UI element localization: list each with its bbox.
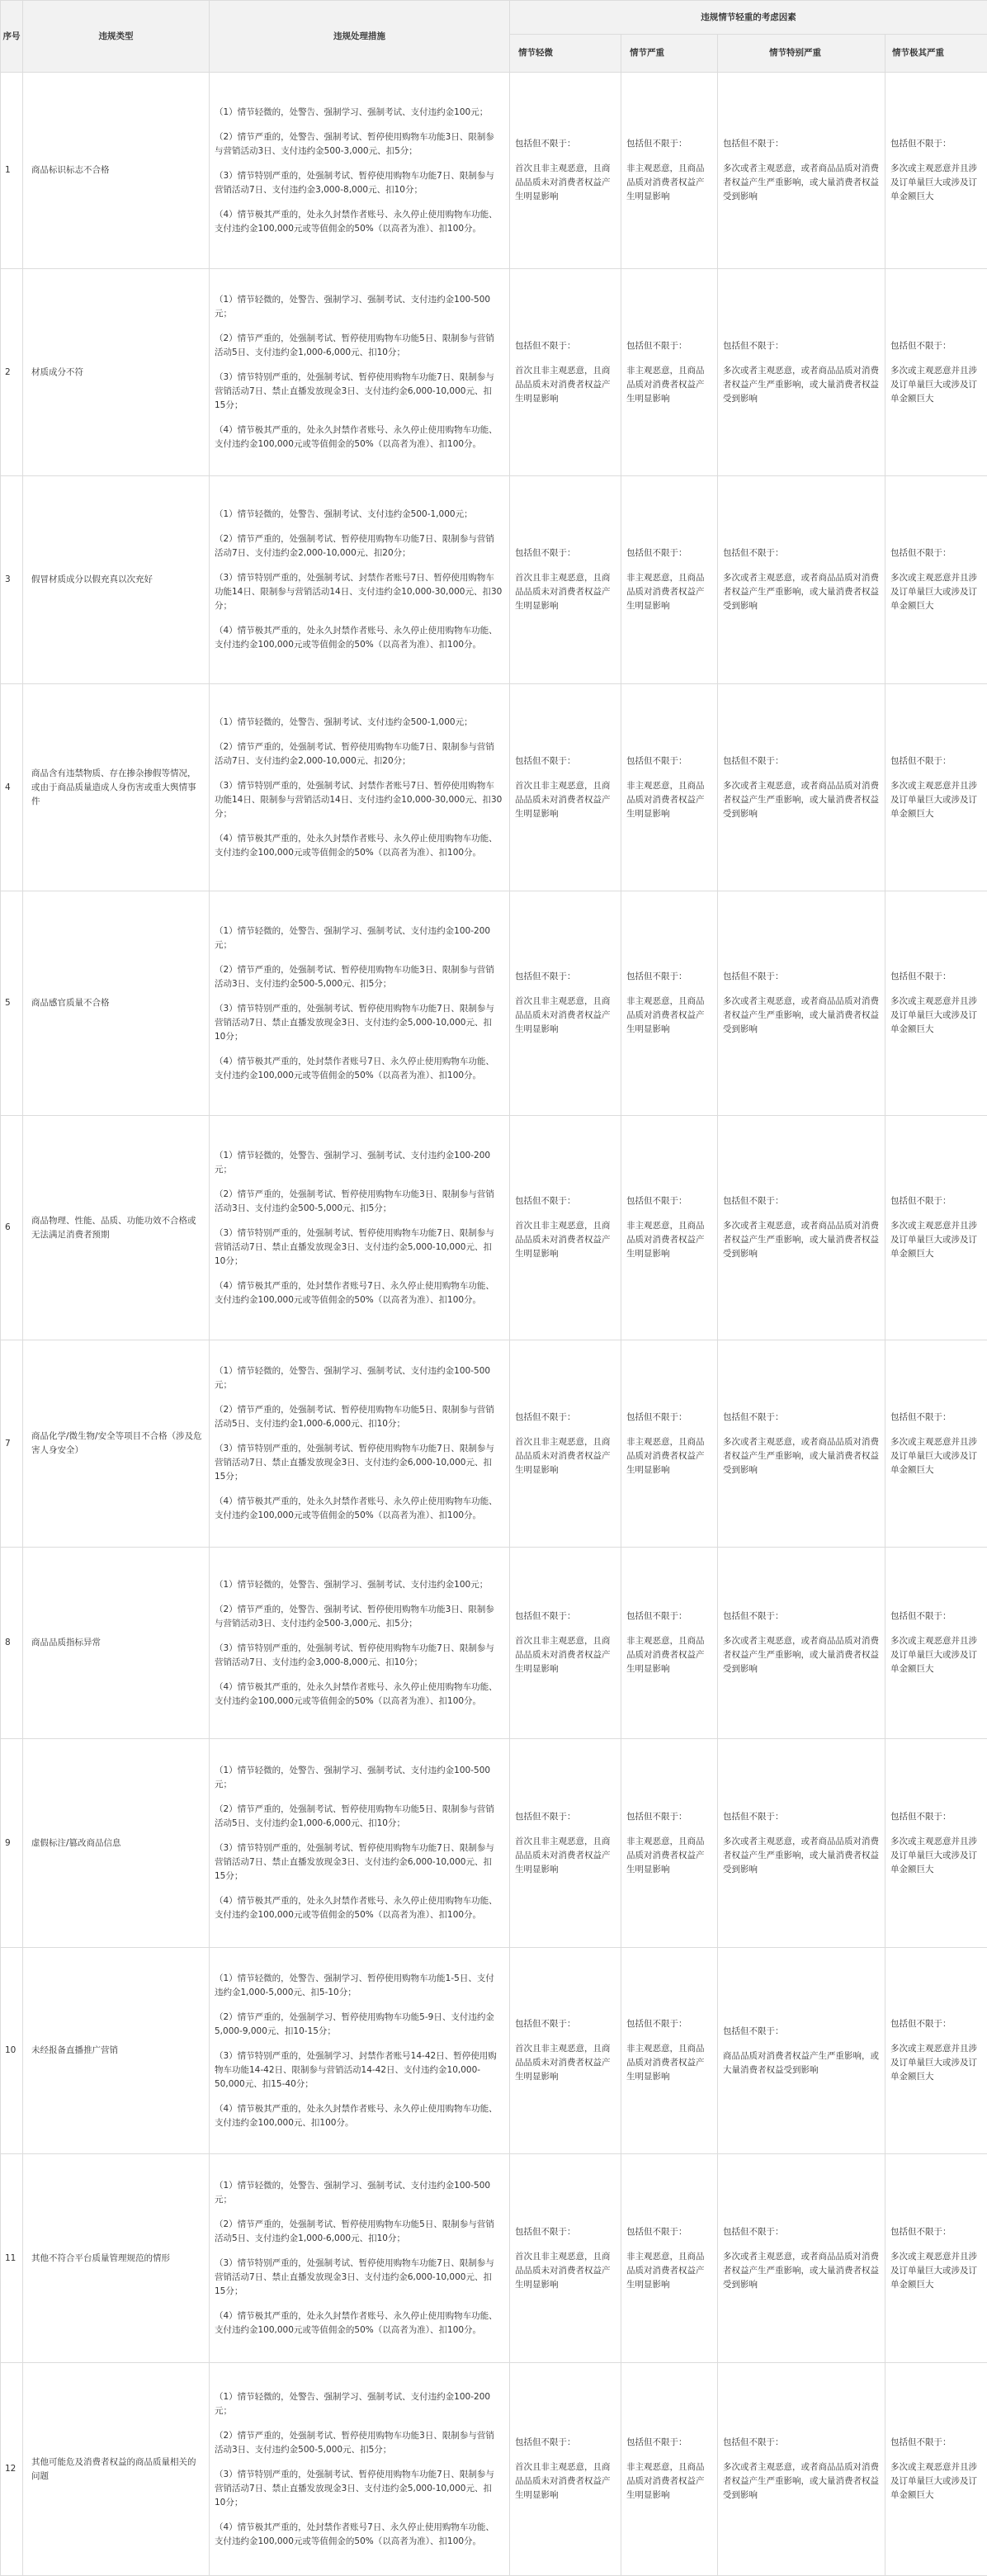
circumstance-extreme-line: 包括但不限于：	[890, 2017, 982, 2031]
circumstance-heavy-line: 包括但不限于：	[626, 1609, 712, 1624]
table-row	[1, 269, 987, 476]
circumstance-light-line: 包括但不限于：	[515, 339, 616, 353]
table-row	[1, 891, 987, 1116]
penalty-measures-line: （1）情节轻微的，处警告、强制学习、暂停使用购物车功能1-5日、支付违约金1,000-5,000元、扣5-10分；	[215, 1972, 503, 2000]
penalty-measures-line: （1）情节轻微的，处警告、强制学习、强制考试、支付违约金100-200元；	[215, 2390, 503, 2418]
penalty-measures	[210, 476, 510, 684]
circumstance-heavy-line: 非主观恶意，且商品品质对消费者权益产生明显影响	[626, 1634, 712, 1676]
penalty-measures-line: （1）情节轻微的，处警告、强制学习、强制考试、支付违约金100元；	[215, 106, 503, 120]
circumstance-light-line: 首次且非主观恶意，且商品品质未对消费者权益产生明显影响	[515, 364, 616, 406]
circumstance-special-line: 多次或者主观恶意，或者商品品质对消费者权益产生严重影响，或大量消费者权益受到影响	[723, 2250, 880, 2292]
circumstance-extreme	[885, 269, 987, 476]
circumstance-heavy-line: 包括但不限于：	[626, 339, 712, 353]
circumstance-extreme-line: 多次或主观恶意并且涉及订单量巨大或涉及订单金额巨大	[890, 1634, 982, 1676]
penalty-measures	[210, 2154, 510, 2363]
circumstance-extreme-line: 多次或主观恶意并且涉及订单量巨大或涉及订单金额巨大	[890, 2460, 982, 2503]
circumstance-heavy	[621, 891, 718, 1116]
penalty-measures-line: （4）情节极其严重的，处封禁作者账号7日、永久停止使用购物车功能、支付违约金100,000元或等值佣金的50%（以高者为准）、扣100分。	[215, 1055, 503, 1083]
penalty-measures-line: （3）情节特别严重的，处强制考试、暂停使用购物车功能7日、限制参与营销活动7日、禁止直播发放现金3日、支付违约金6,000-10,000元、扣15分；	[215, 1841, 503, 1884]
row-number: 12	[1, 2363, 23, 2576]
header-seq: 序号	[1, 1, 23, 73]
circumstance-heavy-line: 包括但不限于：	[626, 2017, 712, 2031]
row-number: 9	[1, 1739, 23, 1948]
violation-type: 商品感官质量不合格	[23, 891, 210, 1116]
violation-type: 商品物理、性能、品质、功能功效不合格或无法满足消费者预期	[23, 1116, 210, 1340]
circumstance-special-line: 多次或者主观恶意，或者商品品质对消费者权益产生严重影响，或大量消费者权益受到影响	[723, 162, 880, 204]
circumstance-light	[510, 2154, 621, 2363]
circumstance-extreme	[885, 2363, 987, 2576]
circumstance-heavy	[621, 476, 718, 684]
circumstance-special	[718, 2154, 885, 2363]
circumstance-special-line: 包括但不限于：	[723, 2225, 880, 2239]
header-violation-type: 违规类型	[23, 1, 210, 73]
circumstance-special	[718, 1340, 885, 1548]
violation-type: 虚假标注/篡改商品信息	[23, 1739, 210, 1948]
circumstance-extreme-line: 包括但不限于：	[890, 2225, 982, 2239]
circumstance-special-line: 多次或者主观恶意，或者商品品质对消费者权益产生严重影响，或大量消费者权益受到影响	[723, 1219, 880, 1261]
circumstance-heavy-line: 非主观恶意，且商品品质对消费者权益产生明显影响	[626, 1835, 712, 1877]
circumstance-special-line: 包括但不限于：	[723, 1194, 880, 1208]
circumstance-heavy-line: 包括但不限于：	[626, 1810, 712, 1824]
penalty-measures	[210, 1340, 510, 1548]
table-row	[1, 2154, 987, 2363]
circumstance-heavy-line: 非主观恶意，且商品品质对消费者权益产生明显影响	[626, 995, 712, 1037]
circumstance-special	[718, 1116, 885, 1340]
circumstance-light	[510, 1548, 621, 1739]
penalty-measures-line: （2）情节严重的，处强制考试、暂停使用购物车功能7日、限制参与营销活动7日、支付违约金2,000-10,000元、扣20分；	[215, 740, 503, 768]
violation-type: 假冒材质成分以假充真以次充好	[23, 476, 210, 684]
circumstance-special	[718, 2363, 885, 2576]
circumstance-light-line: 首次且非主观恶意，且商品品质未对消费者权益产生明显影响	[515, 2042, 616, 2084]
penalty-measures-line: （3）情节特别严重的，处强制考试、暂停使用购物车功能7日、限制参与营销活动7日、禁止直播发放现金3日、支付违约金6,000-10,000元、扣15分；	[215, 1442, 503, 1484]
circumstance-light	[510, 891, 621, 1116]
circumstance-extreme-line: 多次或主观恶意并且涉及订单量巨大或涉及订单金额巨大	[890, 364, 982, 406]
circumstance-extreme-line: 多次或主观恶意并且涉及订单量巨大或涉及订单金额巨大	[890, 2042, 982, 2084]
circumstance-light	[510, 2363, 621, 2576]
penalty-measures-line: （3）情节特别严重的，处强制考试、暂停使用购物车功能7日、限制参与营销活动7日、禁止直播发放现金3日、支付违约金5,000-10,000元、扣10分；	[215, 1002, 503, 1044]
table-row	[1, 1948, 987, 2154]
circumstance-extreme	[885, 1739, 987, 1948]
circumstance-extreme-line: 包括但不限于：	[890, 2436, 982, 2450]
circumstance-extreme	[885, 1948, 987, 2154]
circumstance-special-line: 多次或者主观恶意，或者商品品质对消费者权益产生严重影响，或大量消费者权益受到影响	[723, 1634, 880, 1676]
circumstance-extreme-line: 多次或主观恶意并且涉及订单量巨大或涉及订单金额巨大	[890, 1835, 982, 1877]
circumstance-heavy	[621, 1948, 718, 2154]
circumstance-light	[510, 684, 621, 891]
circumstance-special-line: 包括但不限于：	[723, 2436, 880, 2450]
table-row	[1, 2363, 987, 2576]
circumstance-light-line: 包括但不限于：	[515, 137, 616, 151]
penalty-measures-line: （4）情节极其严重的，处封禁作者账号7日、永久停止使用购物车功能、支付违约金100,000元或等值佣金的50%（以高者为准）、扣100分。	[215, 1279, 503, 1307]
circumstance-heavy	[621, 1116, 718, 1340]
table-row	[1, 1340, 987, 1548]
circumstance-extreme-line: 包括但不限于：	[890, 754, 982, 768]
penalty-measures-line: （1）情节轻微的，处警告、强制学习、强制考试、支付违约金100-500元；	[215, 2179, 503, 2207]
circumstance-special	[718, 684, 885, 891]
circumstance-light-line: 包括但不限于：	[515, 2436, 616, 2450]
penalty-measures-line: （2）情节严重的，处强制考试、暂停使用购物车功能5日、限制参与营销活动5日、支付违约金1,000-6,000元、扣10分；	[215, 1803, 503, 1831]
circumstance-heavy-line: 包括但不限于：	[626, 2436, 712, 2450]
circumstance-extreme-line: 包括但不限于：	[890, 970, 982, 984]
circumstance-heavy-line: 非主观恶意，且商品品质对消费者权益产生明显影响	[626, 1219, 712, 1261]
circumstance-special-line: 多次或者主观恶意，或者商品品质对消费者权益产生严重影响，或大量消费者权益受到影响	[723, 364, 880, 406]
penalty-measures-line: （2）情节严重的，处强制考试、暂停使用购物车功能5日、限制参与营销活动5日、支付违约金1,000-6,000元、扣10分；	[215, 1403, 503, 1431]
circumstance-special	[718, 1739, 885, 1948]
penalty-measures-line: （4）情节极其严重的，处永久封禁作者账号、永久停止使用购物车功能、支付违约金100,000元、扣100分。	[215, 2102, 503, 2130]
circumstance-light-line: 首次且非主观恶意，且商品品质未对消费者权益产生明显影响	[515, 1435, 616, 1477]
circumstance-heavy-line: 包括但不限于：	[626, 754, 712, 768]
header-special: 情节特别严重	[718, 35, 885, 73]
circumstance-heavy-line: 非主观恶意，且商品品质对消费者权益产生明显影响	[626, 779, 712, 821]
penalty-measures	[210, 891, 510, 1116]
circumstance-light-line: 首次且非主观恶意，且商品品质未对消费者权益产生明显影响	[515, 779, 616, 821]
circumstance-special	[718, 1548, 885, 1739]
violation-type: 其他可能危及消费者权益的商品质量相关的问题	[23, 2363, 210, 2576]
circumstance-special-line: 商品品质对消费者权益产生严重影响，或大量消费者权益受到影响	[723, 2049, 880, 2077]
circumstance-heavy	[621, 73, 718, 269]
penalty-measures-line: （2）情节严重的，处强制考试、暂停使用购物车功能5日、限制参与营销活动5日、支付违约金1,000-6,000元、扣10分；	[215, 332, 503, 360]
circumstance-light	[510, 1739, 621, 1948]
penalty-measures-line: （3）情节特别严重的，处强制考试、暂停使用购物车功能7日、限制参与营销活动7日、禁止直播发放现金3日、支付违约金5,000-10,000元、扣10分；	[215, 2468, 503, 2510]
circumstance-special-line: 包括但不限于：	[723, 546, 880, 560]
circumstance-heavy	[621, 684, 718, 891]
circumstance-special	[718, 73, 885, 269]
circumstance-extreme	[885, 684, 987, 891]
circumstance-heavy-line: 包括但不限于：	[626, 1411, 712, 1425]
penalty-measures	[210, 1948, 510, 2154]
circumstance-special-line: 包括但不限于：	[723, 339, 880, 353]
penalty-measures-line: （3）情节特别严重的，处强制考试、封禁作者账号7日、暂停使用购物车功能14日、限制参与营销活动14日、支付违约金10,000-30,000元、扣30分；	[215, 571, 503, 613]
penalty-measures-line: （2）情节严重的，处警告、强制考试、暂停使用购物车功能3日、限制参与营销活动3日、支付违约金500-3,000元、扣5分；	[215, 1603, 503, 1631]
penalty-measures-line: （3）情节特别严重的，处强制考试、暂停使用购物车功能7日、限制参与营销活动7日、支付违约金3,000-8,000元、扣10分；	[215, 169, 503, 197]
violation-type: 材质成分不符	[23, 269, 210, 476]
table-row	[1, 73, 987, 269]
circumstance-light-line: 首次且非主观恶意，且商品品质未对消费者权益产生明显影响	[515, 1634, 616, 1676]
circumstance-heavy-line: 包括但不限于：	[626, 137, 712, 151]
violation-type: 商品含有违禁物质、存在掺杂掺假等情况，或由于商品质量造成人身伤害或重大舆情事件	[23, 684, 210, 891]
penalty-measures-line: （1）情节轻微的，处警告、强制学习、强制考试、支付违约金100元；	[215, 1578, 503, 1592]
circumstance-special	[718, 1948, 885, 2154]
circumstance-special	[718, 269, 885, 476]
penalty-measures	[210, 2363, 510, 2576]
circumstance-special-line: 多次或者主观恶意，或者商品品质对消费者权益产生严重影响，或大量消费者权益受到影响	[723, 995, 880, 1037]
table-row	[1, 684, 987, 891]
penalty-measures-line: （1）情节轻微的，处警告、强制学习、强制考试、支付违约金100-500元；	[215, 1364, 503, 1392]
circumstance-extreme	[885, 1548, 987, 1739]
penalty-measures-line: （2）情节严重的，处强制学习、暂停使用购物车功能5-9日、支付违约金5,000-9,000元、扣10-15分；	[215, 2011, 503, 2039]
circumstance-heavy	[621, 1739, 718, 1948]
circumstance-light	[510, 1116, 621, 1340]
penalty-measures-line: （4）情节极其严重的，处封禁作者账号7日、永久停止使用购物车功能、支付违约金100,000元或等值佣金的50%（以高者为准）、扣100分。	[215, 2521, 503, 2549]
circumstance-heavy-line: 非主观恶意，且商品品质对消费者权益产生明显影响	[626, 2250, 712, 2292]
header-circumstances: 违规情节轻重的考虑因素	[510, 1, 987, 35]
circumstance-light-line: 首次且非主观恶意，且商品品质未对消费者权益产生明显影响	[515, 1219, 616, 1261]
circumstance-extreme-line: 包括但不限于：	[890, 1810, 982, 1824]
row-number: 3	[1, 476, 23, 684]
circumstance-extreme-line: 多次或主观恶意并且涉及订单量巨大或涉及订单金额巨大	[890, 1435, 982, 1477]
penalty-measures	[210, 73, 510, 269]
table-row	[1, 1739, 987, 1948]
penalty-measures	[210, 1739, 510, 1948]
circumstance-light-line: 首次且非主观恶意，且商品品质未对消费者权益产生明显影响	[515, 2460, 616, 2503]
circumstance-light-line: 包括但不限于：	[515, 1194, 616, 1208]
circumstance-special-line: 多次或者主观恶意，或者商品品质对消费者权益产生严重影响，或大量消费者权益受到影响	[723, 1435, 880, 1477]
circumstance-extreme-line: 多次或主观恶意并且涉及订单量巨大或涉及订单金额巨大	[890, 1219, 982, 1261]
row-number: 8	[1, 1548, 23, 1739]
circumstance-heavy-line: 非主观恶意，且商品品质对消费者权益产生明显影响	[626, 2460, 712, 2503]
header-extreme: 情节极其严重	[885, 35, 987, 73]
circumstance-heavy-line: 包括但不限于：	[626, 970, 712, 984]
circumstance-extreme-line: 包括但不限于：	[890, 1194, 982, 1208]
circumstance-heavy-line: 非主观恶意，且商品品质对消费者权益产生明显影响	[626, 571, 712, 613]
row-number: 1	[1, 73, 23, 269]
circumstance-extreme-line: 包括但不限于：	[890, 137, 982, 151]
circumstance-heavy	[621, 269, 718, 476]
circumstance-heavy-line: 非主观恶意，且商品品质对消费者权益产生明显影响	[626, 364, 712, 406]
penalty-measures-line: （2）情节严重的，处强制考试、暂停使用购物车功能3日、限制参与营销活动3日、支付违约金500-5,000元、扣5分；	[215, 1188, 503, 1216]
penalty-measures-line: （3）情节特别严重的，处强制考试、暂停使用购物车功能7日、限制参与营销活动7日、禁止直播发放现金3日、支付违约金6,000-10,000元、扣15分；	[215, 371, 503, 413]
penalty-measures-line: （1）情节轻微的，处警告、强制学习、强制考试、支付违约金100-200元；	[215, 1149, 503, 1177]
circumstance-special-line: 包括但不限于：	[723, 1411, 880, 1425]
circumstance-extreme	[885, 891, 987, 1116]
circumstance-heavy-line: 非主观恶意，且商品品质对消费者权益产生明显影响	[626, 162, 712, 204]
circumstance-light	[510, 73, 621, 269]
penalty-measures-line: （1）情节轻微的，处警告、强制学习、强制考试、支付违约金100-500元；	[215, 1764, 503, 1792]
table-row	[1, 1116, 987, 1340]
violation-type: 商品化学/微生物/安全等项目不合格（涉及危害人身安全）	[23, 1340, 210, 1548]
table-header	[1, 1, 987, 73]
circumstance-extreme-line: 多次或主观恶意并且涉及订单量巨大或涉及订单金额巨大	[890, 2250, 982, 2292]
penalty-measures	[210, 684, 510, 891]
circumstance-light-line: 首次且非主观恶意，且商品品质未对消费者权益产生明显影响	[515, 995, 616, 1037]
penalty-measures-line: （4）情节极其严重的，处永久封禁作者账号、永久停止使用购物车功能、支付违约金100,000元或等值佣金的50%（以高者为准）、扣100分。	[215, 832, 503, 860]
circumstance-extreme-line: 多次或主观恶意并且涉及订单量巨大或涉及订单金额巨大	[890, 779, 982, 821]
penalty-measures	[210, 1116, 510, 1340]
circumstance-extreme-line: 多次或主观恶意并且涉及订单量巨大或涉及订单金额巨大	[890, 162, 982, 204]
circumstance-extreme-line: 包括但不限于：	[890, 1411, 982, 1425]
row-number: 10	[1, 1948, 23, 2154]
penalty-measures-line: （4）情节极其严重的，处永久封禁作者账号、永久停止使用购物车功能、支付违约金100,000元或等值佣金的50%（以高者为准）、扣100分。	[215, 624, 503, 652]
table-body	[1, 73, 987, 2576]
circumstance-light-line: 包括但不限于：	[515, 970, 616, 984]
penalty-measures-line: （3）情节特别严重的，处强制学习、封禁作者账号14-42日、暂停使用购物车功能14-42日、限制参与营销活动14-42日、支付违约金10,000-50,000元、扣15-40分；	[215, 2049, 503, 2092]
circumstance-special-line: 包括但不限于：	[723, 2025, 880, 2039]
circumstance-extreme-line: 包括但不限于：	[890, 1609, 982, 1624]
circumstance-special-line: 多次或者主观恶意，或者商品品质对消费者权益产生严重影响，或大量消费者权益受到影响	[723, 571, 880, 613]
circumstance-extreme-line: 包括但不限于：	[890, 339, 982, 353]
circumstance-light-line: 首次且非主观恶意，且商品品质未对消费者权益产生明显影响	[515, 1835, 616, 1877]
circumstance-heavy-line: 非主观恶意，且商品品质对消费者权益产生明显影响	[626, 1435, 712, 1477]
circumstance-light-line: 包括但不限于：	[515, 1609, 616, 1624]
circumstance-special	[718, 891, 885, 1116]
penalty-measures-line: （4）情节极其严重的，处永久封禁作者账号、永久停止使用购物车功能、支付违约金100,000元或等值佣金的50%（以高者为准）、扣100分。	[215, 208, 503, 236]
circumstance-light-line: 包括但不限于：	[515, 546, 616, 560]
row-number: 5	[1, 891, 23, 1116]
circumstance-light-line: 包括但不限于：	[515, 2225, 616, 2239]
circumstance-light	[510, 269, 621, 476]
circumstance-light	[510, 1340, 621, 1548]
penalty-measures	[210, 1548, 510, 1739]
penalty-measures-line: （1）情节轻微的，处警告、强制学习、强制考试、支付违约金100-200元；	[215, 924, 503, 952]
circumstance-special-line: 包括但不限于：	[723, 1609, 880, 1624]
circumstance-special-line: 包括但不限于：	[723, 970, 880, 984]
circumstance-extreme	[885, 476, 987, 684]
penalty-measures-line: （4）情节极其严重的，处永久封禁作者账号、永久停止使用购物车功能、支付违约金100,000元或等值佣金的50%（以高者为准）、扣100分。	[215, 423, 503, 451]
penalty-measures-line: （2）情节严重的，处强制考试、暂停使用购物车功能5日、限制参与营销活动5日、支付违约金1,000-6,000元、扣10分；	[215, 2218, 503, 2246]
circumstance-light-line: 包括但不限于：	[515, 2017, 616, 2031]
row-number: 2	[1, 269, 23, 476]
circumstance-light-line: 首次且非主观恶意，且商品品质未对消费者权益产生明显影响	[515, 2250, 616, 2292]
penalty-measures-line: （3）情节特别严重的，处强制考试、暂停使用购物车功能7日、限制参与营销活动7日、支付违约金3,000-8,000元、扣10分；	[215, 1642, 503, 1670]
row-number: 11	[1, 2154, 23, 2363]
circumstance-extreme	[885, 1340, 987, 1548]
row-number: 7	[1, 1340, 23, 1548]
circumstance-heavy	[621, 1548, 718, 1739]
violation-type: 其他不符合平台质量管理规范的情形	[23, 2154, 210, 2363]
penalty-measures-line: （2）情节严重的，处强制考试、暂停使用购物车功能7日、限制参与营销活动7日、支付违约金2,000-10,000元、扣20分；	[215, 532, 503, 560]
circumstance-light	[510, 476, 621, 684]
table-row	[1, 1548, 987, 1739]
row-number: 6	[1, 1116, 23, 1340]
header-light: 情节轻微	[510, 35, 621, 73]
circumstance-special-line: 包括但不限于：	[723, 137, 880, 151]
circumstance-special-line: 多次或者主观恶意，或者商品品质对消费者权益产生严重影响，或大量消费者权益受到影响	[723, 779, 880, 821]
circumstance-extreme-line: 包括但不限于：	[890, 546, 982, 560]
violation-type: 商品标识标志不合格	[23, 73, 210, 269]
circumstance-light-line: 包括但不限于：	[515, 1810, 616, 1824]
circumstance-special	[718, 476, 885, 684]
circumstance-extreme	[885, 2154, 987, 2363]
circumstance-extreme-line: 多次或主观恶意并且涉及订单量巨大或涉及订单金额巨大	[890, 995, 982, 1037]
penalty-measures-line: （3）情节特别严重的，处强制考试、暂停使用购物车功能7日、限制参与营销活动7日、禁止直播发放现金3日、支付违约金5,000-10,000元、扣10分；	[215, 1227, 503, 1269]
circumstance-heavy-line: 非主观恶意，且商品品质对消费者权益产生明显影响	[626, 2042, 712, 2084]
circumstance-extreme	[885, 1116, 987, 1340]
violation-type: 商品品质指标异常	[23, 1548, 210, 1739]
circumstance-heavy-line: 包括但不限于：	[626, 546, 712, 560]
penalty-measures-line: （2）情节严重的，处强制考试、暂停使用购物车功能3日、限制参与营销活动3日、支付违约金500-5,000元、扣5分；	[215, 963, 503, 991]
circumstance-heavy	[621, 2154, 718, 2363]
circumstance-heavy	[621, 1340, 718, 1548]
circumstance-light	[510, 1948, 621, 2154]
circumstance-extreme-line: 多次或主观恶意并且涉及订单量巨大或涉及订单金额巨大	[890, 571, 982, 613]
penalty-measures-line: （1）情节轻微的，处警告、强制考试、支付违约金500-1,000元；	[215, 716, 503, 730]
circumstance-special-line: 包括但不限于：	[723, 754, 880, 768]
penalty-measures-line: （4）情节极其严重的，处永久封禁作者账号、永久停止使用购物车功能、支付违约金100,000元或等值佣金的50%（以高者为准）、扣100分。	[215, 1495, 503, 1523]
header-measures: 违规处理措施	[210, 1, 510, 73]
penalty-measures-line: （3）情节特别严重的，处强制考试、封禁作者账号7日、暂停使用购物车功能14日、限制参与营销活动14日、支付违约金10,000-30,000元、扣30分；	[215, 779, 503, 821]
violation-type: 未经报备直播推广营销	[23, 1948, 210, 2154]
penalty-measures-line: （3）情节特别严重的，处强制考试、暂停使用购物车功能7日、限制参与营销活动7日、禁止直播发放现金3日、支付违约金6,000-10,000元、扣15分；	[215, 2257, 503, 2299]
penalty-measures	[210, 269, 510, 476]
circumstance-light-line: 包括但不限于：	[515, 754, 616, 768]
circumstance-light-line: 包括但不限于：	[515, 1411, 616, 1425]
circumstance-special-line: 多次或者主观恶意，或者商品品质对消费者权益产生严重影响，或大量消费者权益受到影响	[723, 2460, 880, 2503]
penalty-measures-line: （1）情节轻微的，处警告、强制考试、支付违约金500-1,000元；	[215, 508, 503, 522]
row-number: 4	[1, 684, 23, 891]
circumstance-light-line: 首次且非主观恶意，且商品品质未对消费者权益产生明显影响	[515, 571, 616, 613]
penalty-measures-line: （2）情节严重的，处警告、强制考试、暂停使用购物车功能3日、限制参与营销活动3日、支付违约金500-3,000元、扣5分；	[215, 130, 503, 158]
penalty-measures-line: （2）情节严重的，处强制考试、暂停使用购物车功能3日、限制参与营销活动3日、支付违约金500-5,000元、扣5分；	[215, 2429, 503, 2457]
header-heavy: 情节严重	[621, 35, 718, 73]
penalty-measures-line: （4）情节极其严重的，处永久封禁作者账号、永久停止使用购物车功能、支付违约金100,000元或等值佣金的50%（以高者为准）、扣100分。	[215, 1894, 503, 1922]
circumstance-heavy	[621, 2363, 718, 2576]
penalty-measures-line: （4）情节极其严重的，处永久封禁作者账号、永久停止使用购物车功能、支付违约金100,000元或等值佣金的50%（以高者为准）、扣100分。	[215, 2309, 503, 2337]
penalty-measures-line: （4）情节极其严重的，处永久封禁作者账号、永久停止使用购物车功能、支付违约金100,000元或等值佣金的50%（以高者为准）、扣100分。	[215, 1680, 503, 1709]
circumstance-light-line: 首次且非主观恶意，且商品品质未对消费者权益产生明显影响	[515, 162, 616, 204]
circumstance-heavy-line: 包括但不限于：	[626, 2225, 712, 2239]
circumstance-extreme	[885, 73, 987, 269]
circumstance-special-line: 多次或者主观恶意，或者商品品质对消费者权益产生严重影响，或大量消费者权益受到影响	[723, 1835, 880, 1877]
circumstance-heavy-line: 包括但不限于：	[626, 1194, 712, 1208]
table-row	[1, 476, 987, 684]
circumstance-special-line: 包括但不限于：	[723, 1810, 880, 1824]
penalty-measures-line: （1）情节轻微的，处警告、强制学习、强制考试、支付违约金100-500元；	[215, 293, 503, 321]
